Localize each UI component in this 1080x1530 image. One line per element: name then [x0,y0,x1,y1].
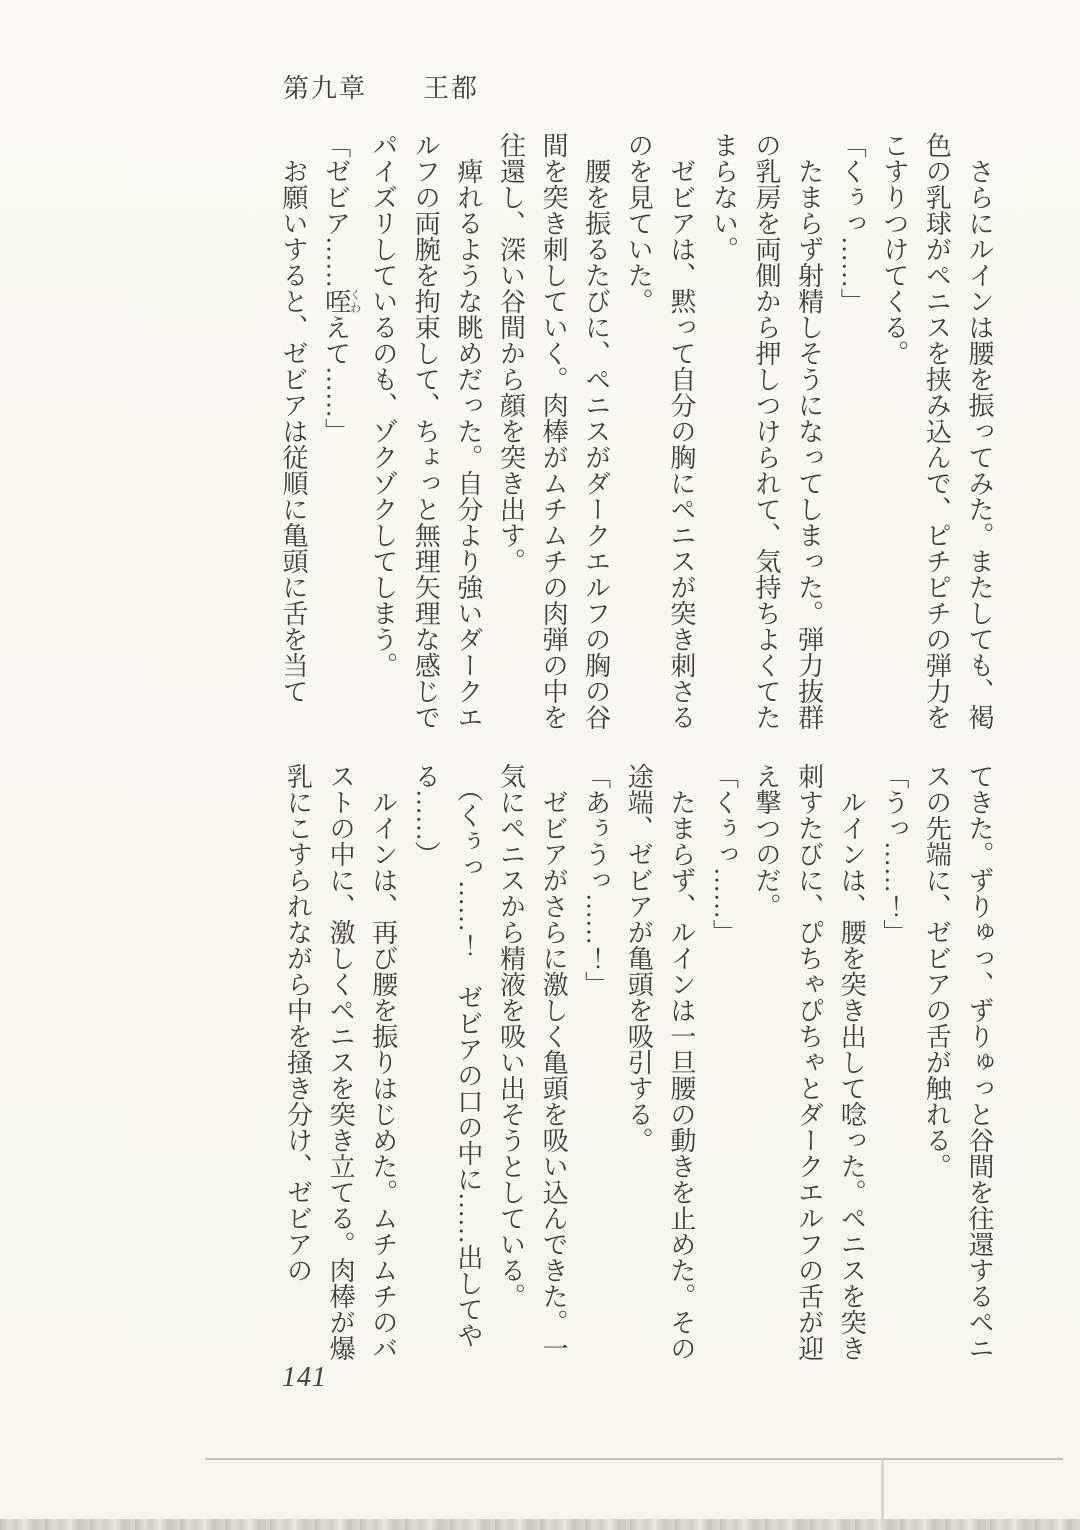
paragraph: 「くぅっ……」 [709,763,739,945]
paragraph: てきた。ずりゅっ、ずりゅっと谷間を往還するペニスの先端に、ゼビアの舌が触れる。 [922,763,994,1361]
paragraph: ルインは、再び腰を振りはじめた。ムチムチのバストの中に、激しくペニスを突き立てる。肉棒が爆乳にこすられながら中を掻き分け、ゼビアの [283,763,398,1361]
paragraph: （くぅっ……！ ゼビアの口の中に……出してやる……） [411,763,483,1348]
paragraph: ルインは、腰を突き出して唸った。ペニスを突き刺すたびに、ぴちゃぴちゃとダークエルフの舌が迎え撃つのだ。 [752,763,867,1361]
scan-artifact-smudge [881,1460,884,1528]
chapter-header: 第九章 王都 [283,74,480,103]
text-block-top [271,132,1000,738]
scan-artifact-edge-strip [0,1519,1080,1530]
scan-artifact-hairline [205,1458,1063,1460]
paragraph: 「うっ……！」 [879,763,909,945]
ruby-annotation: 咥くわ [321,288,362,314]
paragraph: お願いすると、ゼビアは従順に亀頭に舌を当て [279,158,308,704]
paragraph: 「ゼビア……咥くわえて……」 [321,132,362,444]
paragraph: 腰を振るたびに、ペニスがダークエルフの胸の谷間を突き刺していく。肉棒がムチムチの肉弾の中を往還し、深い谷間から顔を突き出す。 [496,132,611,730]
text-block-bottom [276,763,1000,1369]
paragraph: 「あぅうっ……！」 [581,763,611,997]
paragraph: さらにルインは腰を振ってみた。またしても、褐色の乳球がペニスを挟み込んで、ピチピチの弾力をこすりつけてくる。 [879,132,994,730]
paragraph: 痺れるような眺めだった。自分より強いダークエルフの両腕を拘束して、ちょっと無理矢理な感じでパイズリしているのも、ゾクゾクしてしまう。 [368,132,483,730]
paragraph: たまらず、ルインは一旦腰の動きを止めた。その途端、ゼビアが亀頭を吸引する。 [624,763,696,1361]
page-number: 141 [282,1362,327,1393]
paragraph: たまらず射精しそうになってしまった。弾力抜群の乳房を両側から押しつけられて、気持ちよくてたまらない。 [709,132,824,730]
paragraph: ゼビアは、黙って自分の胸にペニスが突き刺さるのを見ていた。 [624,132,696,730]
paragraph: 「くぅっ……」 [837,132,867,314]
paragraph: ゼビアがさらに激しく亀頭を吸い込んできた。一気にペニスから精液を吸い出そうとしている。 [496,763,569,1361]
